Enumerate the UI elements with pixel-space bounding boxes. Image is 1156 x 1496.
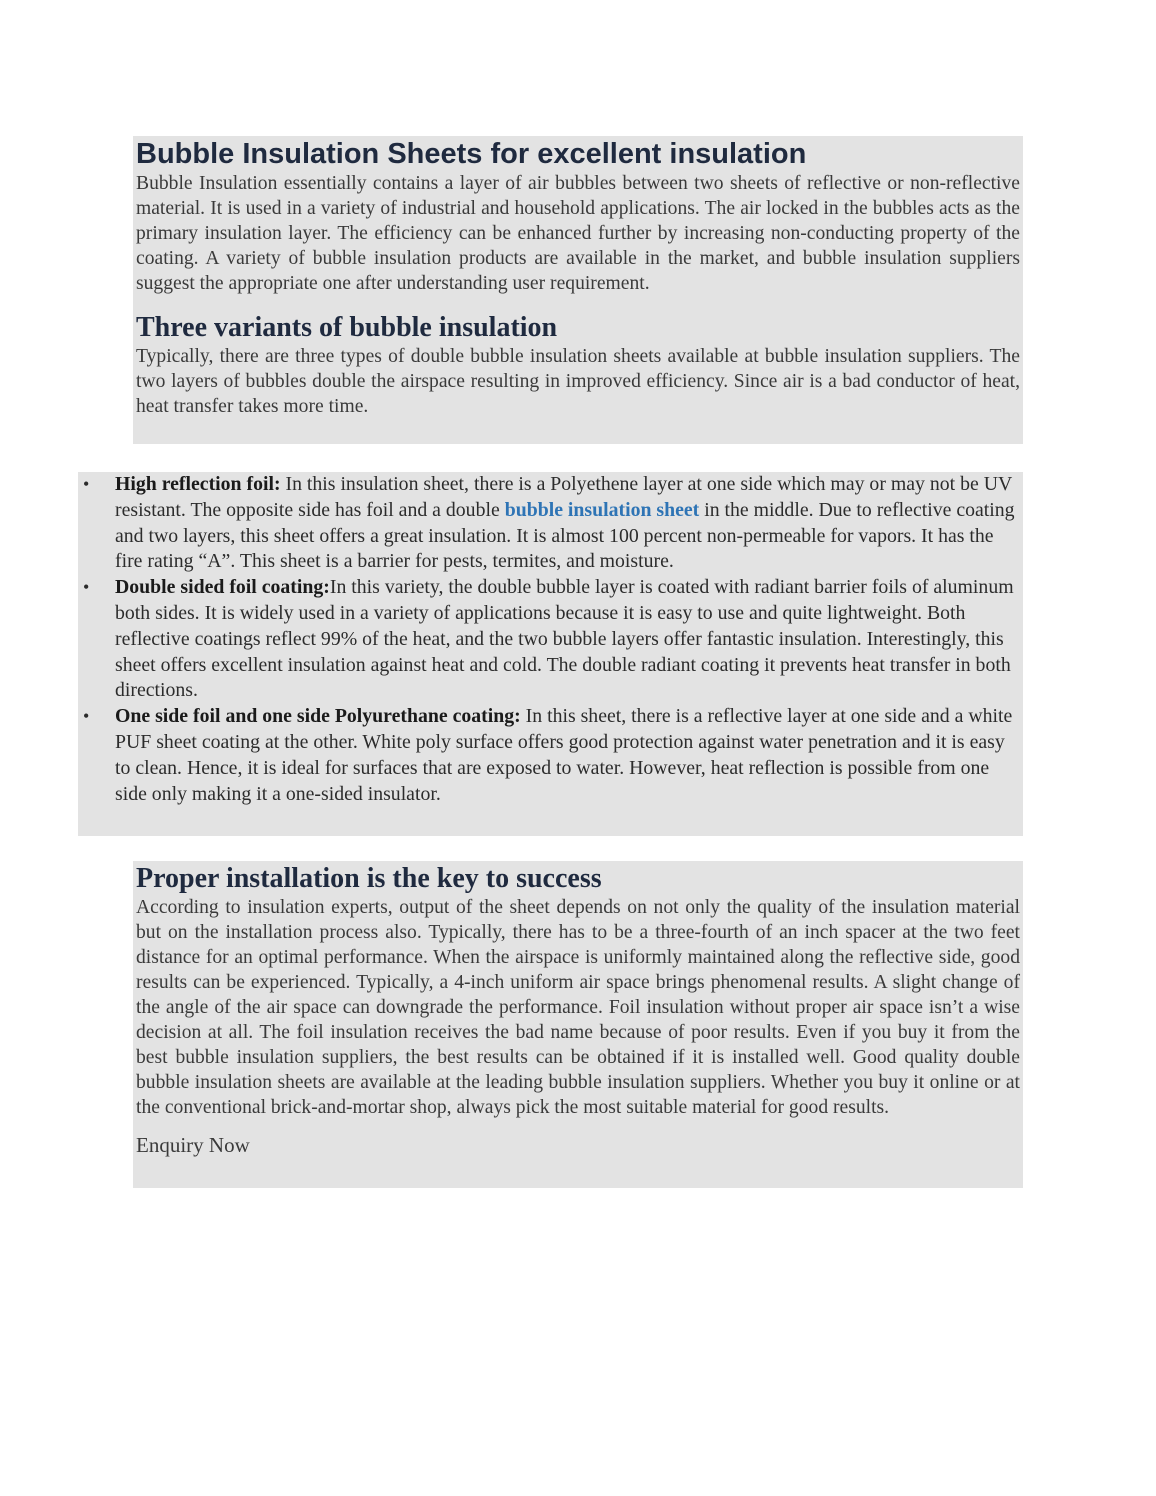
enquiry-now-link[interactable]: Enquiry Now (136, 1133, 250, 1157)
list-item-text: In this insulation sheet, there is a Polyethene layer at one side which may or may not be UV resistant. The opposite side has foil and a double (115, 473, 1012, 521)
list-item-title: One side foil and one side Polyurethane coating: (115, 705, 521, 728)
page-title: Bubble Insulation Sheets for excellent insulation (136, 138, 807, 170)
list-item-text: In this variety, the double bubble layer is coated with radiant barrier foils of aluminum both sides. It is widely used in a variety of applications because it is easy to use and quite lightweight. Both reflective coatings reflect 99% of the heat, and the two bubble layers offer fantastic insulation. Interestingly, this sheet offers excellent insulation against heat and cold. The double radiant coating it prevents heat transfer in both directions. (115, 576, 1014, 702)
bullet-icon: • (83, 577, 90, 598)
intro-section (133, 136, 1023, 444)
installation-heading: Proper installation is the key to success (136, 863, 602, 894)
bullet-icon: • (83, 706, 90, 727)
list-item (78, 472, 1023, 575)
list-item-title: Double sided foil coating: (115, 576, 330, 599)
list-item-text: In this sheet, there is a reflective layer at one side and a white PUF sheet coating at the other. White poly surface offers good protection against water penetration and it is easy to clean. Hence, it is ideal for surfaces that are exposed to water. However, heat reflection is possible from one side only making it a one-sided insulator. (115, 705, 1013, 805)
variants-heading: Three variants of bubble insulation (136, 312, 558, 343)
variants-list-section (78, 472, 1023, 836)
list-item (78, 704, 1023, 807)
bubble-insulation-sheet-link[interactable]: bubble insulation sheet (504, 498, 700, 521)
installation-section (133, 861, 1023, 1188)
installation-paragraph: According to insulation experts, output of the sheet depends on not only the quality of the insulation material but on the installation process also. Typically, there has to be a three-fourth of an inch spacer at the two feet distance for an optimal performance. When the airspace is uniformly maintained along the reflective side, good results can be experienced. Typically, a 4-inch uniform air space brings phenomenal results. A slight change of the angle of the air space can downgrade the performance. Foil insulation without proper air space isn’t a wise decision at all. The foil insulation receives the bad name because of poor results. Even if you buy it from the best bubble insulation suppliers, the best results can be obtained if it is installed well. Good quality double bubble insulation sheets are available at the leading bubble insulation suppliers. Whether you buy it online or at the conventional brick-and-mortar shop, always pick the most suitable material for good results. (136, 897, 1020, 1118)
list-item-text: in the middle. Due to reflective coating and two layers, this sheet offers a great insulation. It is almost 100 percent non-permeable for vapors. It has the fire rating “A”. This sheet is a barrier for pests, termites, and moisture. (115, 498, 1015, 573)
list-item (78, 575, 1023, 704)
intro-paragraph: Bubble Insulation essentially contains a layer of air bubbles between two sheets of reflective or non-reflective material. It is used in a variety of industrial and household applications. The air locked in the bubbles acts as the primary insulation layer. The efficiency can be enhanced further by increasing non-conducting property of the coating. A variety of bubble insulation products are available in the market, and bubble insulation suppliers suggest the appropriate one after understanding user requirement. (136, 173, 1020, 294)
variants-list (78, 472, 1023, 807)
list-item-title: High reflection foil: (115, 473, 281, 495)
variants-paragraph: Typically, there are three types of double bubble insulation sheets available at bubble insulation suppliers. The two layers of bubbles double the airspace resulting in improved efficiency. Since air is a bad conductor of heat, heat transfer takes more time. (136, 346, 1020, 417)
bullet-icon: • (83, 474, 90, 494)
